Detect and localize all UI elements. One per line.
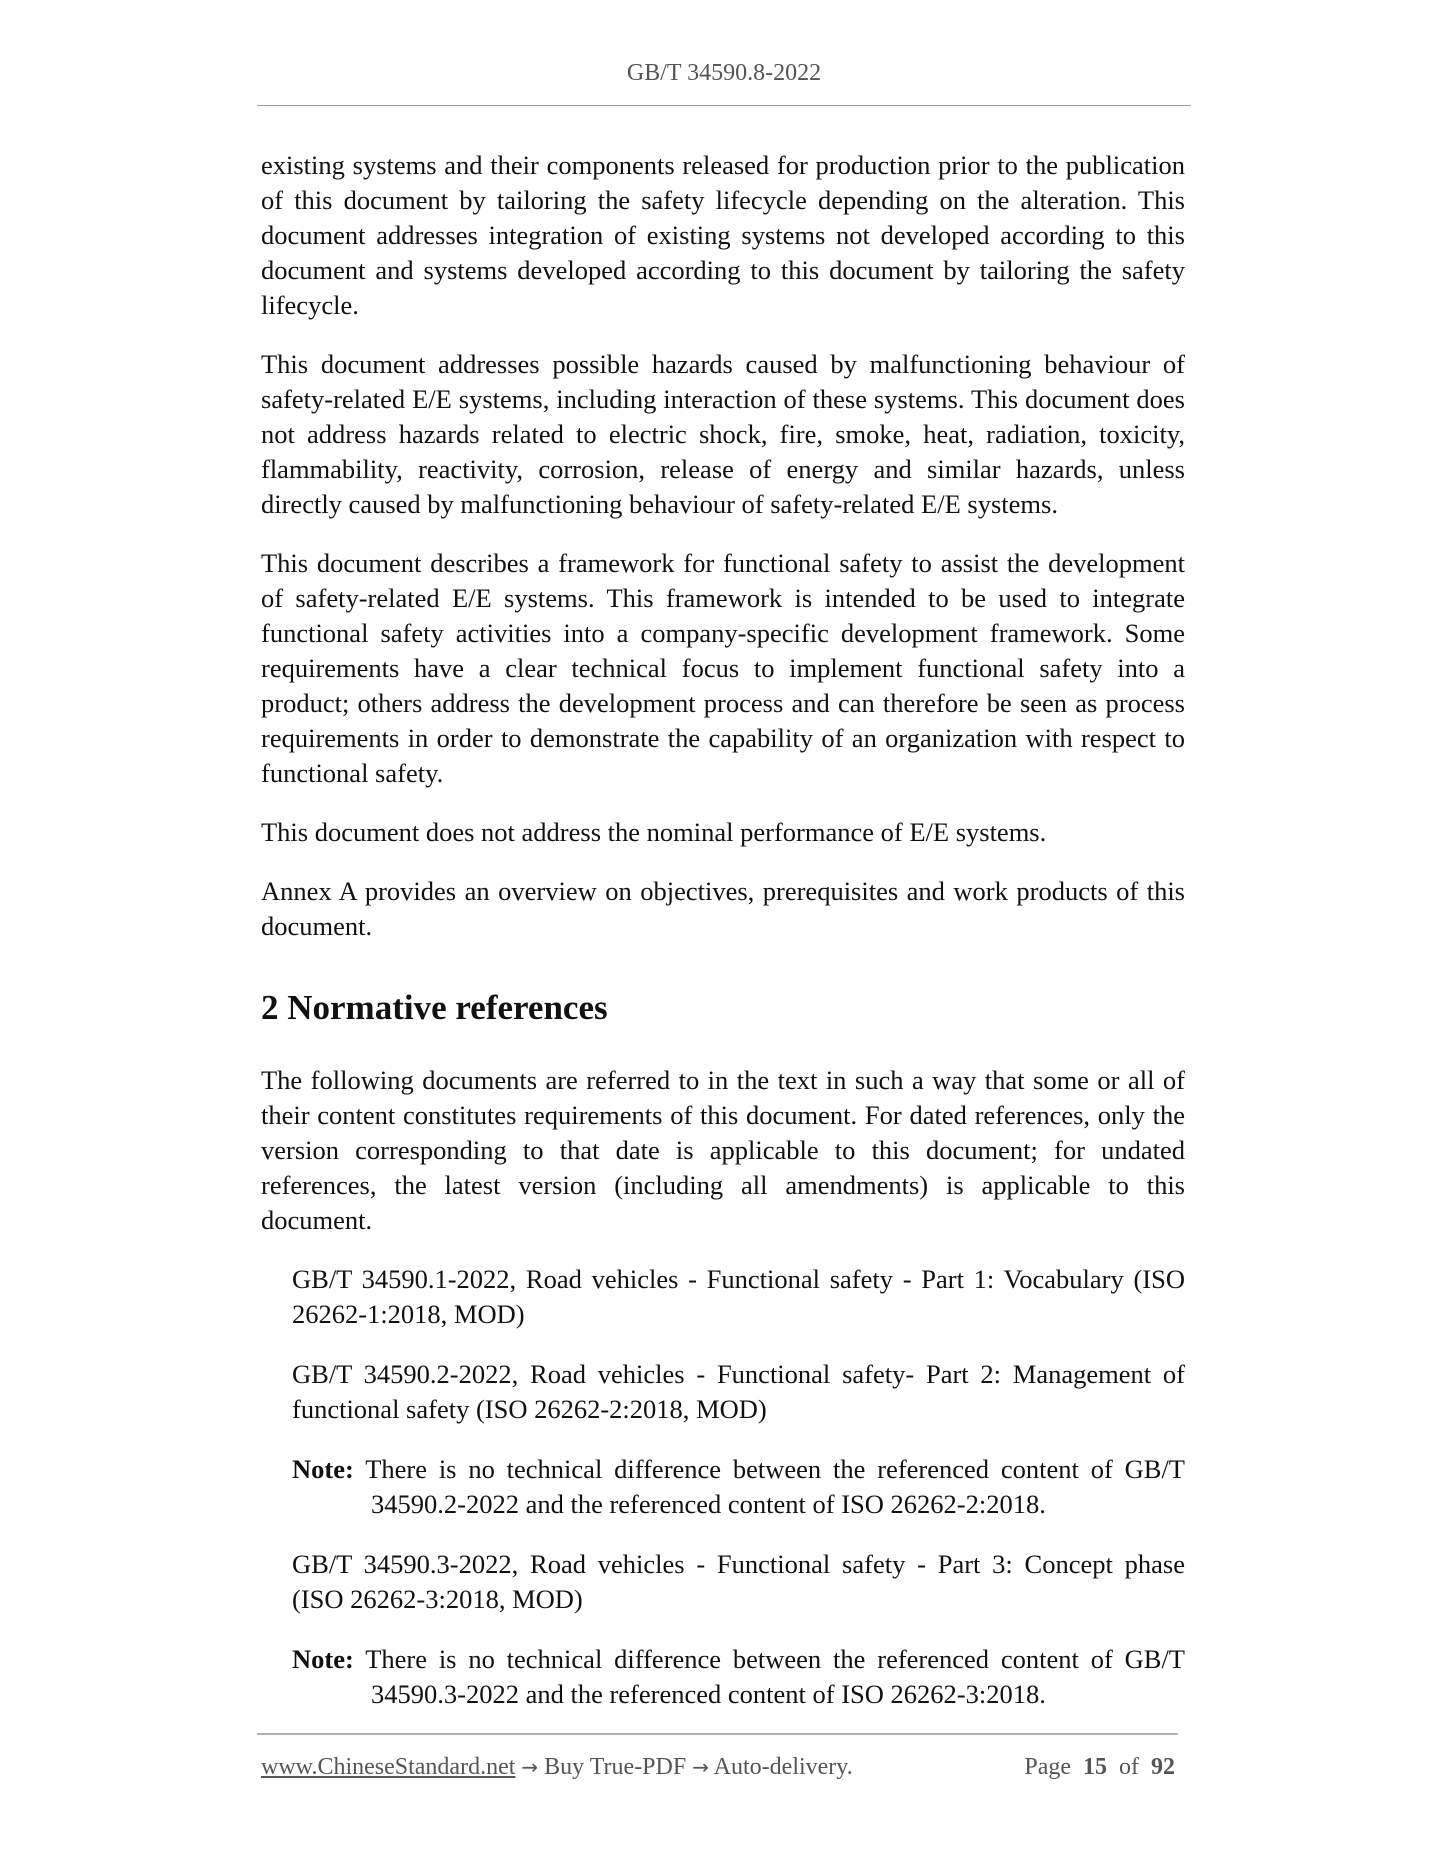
page-number [1024,1752,1175,1782]
note-label: Note: [292,1644,354,1674]
paragraph: This document addresses possible hazards caused by malfunctioning behaviour of safety-related E/E systems, including interaction of these systems. This document does not address hazards related to electric shock, fire, smoke, heat, radiation, toxicity, flammability, reactivity, corrosion, release of energy and similar hazards, unless directly caused by malfunctioning behaviour of safety-related E/E systems. [261,349,1185,519]
reference-item: GB/T 34590.1-2022, Road vehicles - Functional safety - Part 1: Vocabulary (ISO 26262-1:2018, MOD) [292,1264,1185,1329]
website-link[interactable]: www.ChineseStandard.net [261,1754,516,1780]
footer-step-delivery: Auto-delivery. [713,1754,853,1780]
note-text: There is no technical difference between the referenced content of GB/T 34590.3-2022 and the referenced content of ISO 26262-3:2018. [365,1644,1185,1709]
paragraph: This document describes a framework for functional safety to assist the development of safety-related E/E systems. This framework is intended to be used to integrate functional safety activities into a company-specific development framework. Some requirements have a clear technical focus to implement functional safety into a product; others address the development process and can therefore be seen as process requirements in order to demonstrate the capability of an organization with respect to functional safety. [261,548,1185,788]
note-label: Note: [292,1454,354,1484]
page-header [257,58,1191,88]
page-total: 92 [1151,1754,1175,1780]
arrow-right-icon: → [521,1755,539,1779]
document-body [261,148,1185,1737]
document-code: GB/T 34590.8-2022 [626,60,822,86]
page-footer [261,1752,1175,1782]
paragraph: This document does not address the nominal performance of E/E systems. [261,817,1047,847]
reference-note [292,1452,1185,1522]
reference-note [292,1642,1185,1712]
page-label: Page [1024,1754,1071,1780]
footer-promo [261,1752,853,1782]
reference-item: GB/T 34590.2-2022, Road vehicles - Functional safety- Part 2: Management of functional safety (ISO 26262-2:2018, MOD) [292,1359,1185,1424]
note-text: There is no technical difference between the referenced content of GB/T 34590.2-2022 and the referenced content of ISO 26262-2:2018. [365,1454,1185,1519]
arrow-right-icon: → [692,1755,709,1779]
footer-divider [257,1733,1178,1735]
section-intro: The following documents are referred to in the text in such a way that some or all of their content constitutes requirements of this document. For dated references, only the version corresponding to that date is applicable to this document; for undated references, the latest version (including all amendments) is applicable to this document. [261,1065,1185,1235]
reference-item: GB/T 34590.3-2022, Road vehicles - Functional safety - Part 3: Concept phase (ISO 26262-3:2018, MOD) [292,1549,1185,1614]
footer-step-buy: Buy True-PDF [544,1754,687,1780]
header-divider [257,105,1191,106]
paragraph: existing systems and their components released for production prior to the publication of this document by tailoring the safety lifecycle depending on the alteration. This document addresses integration of existing systems not developed according to this document and systems developed according to this document by tailoring the safety lifecycle. [261,150,1185,320]
section-heading: 2 Normative references [261,988,608,1027]
page-of: of [1119,1754,1139,1780]
paragraph: Annex A provides an overview on objectives, prerequisites and work products of this document. [261,876,1185,941]
page-current: 15 [1083,1754,1107,1780]
